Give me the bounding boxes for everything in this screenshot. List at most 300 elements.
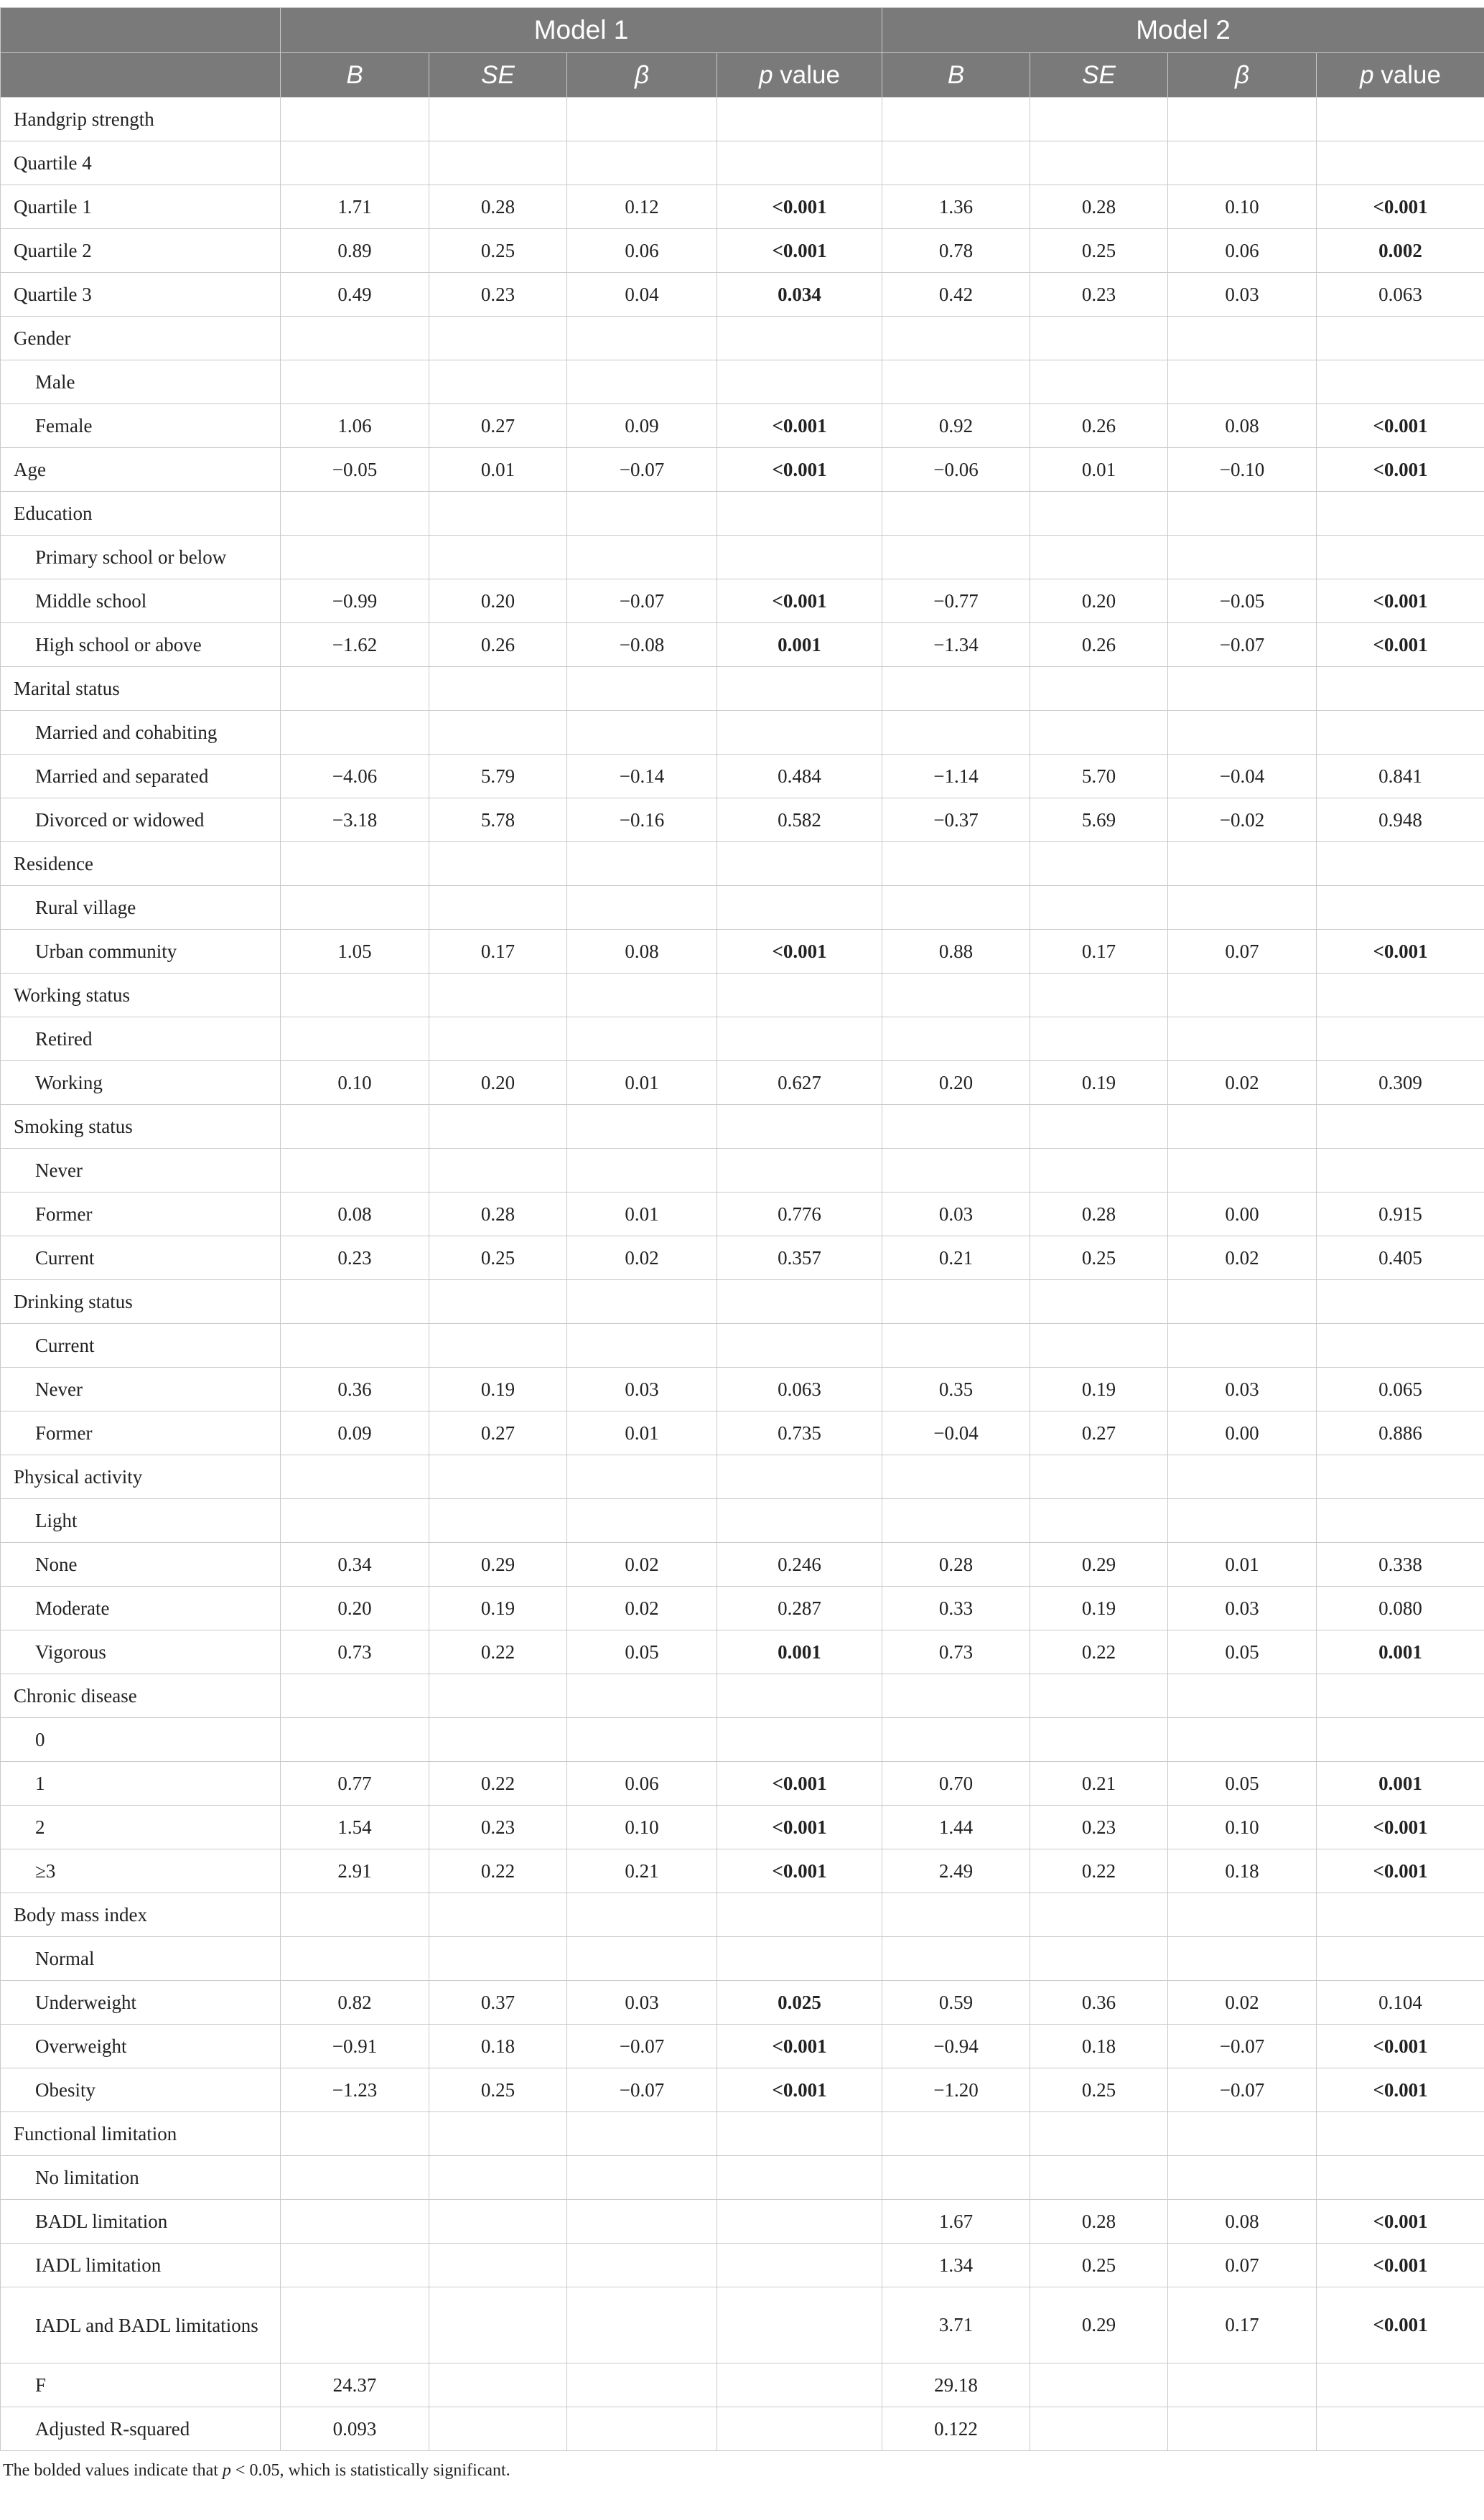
m2-b-cell (882, 1105, 1030, 1149)
m2-beta-cell: 0.01 (1168, 1543, 1317, 1587)
m1-beta-cell: 0.01 (567, 1411, 717, 1455)
m1-se-cell: 0.22 (429, 1849, 567, 1893)
row-label: Male (1, 360, 281, 404)
m1-p-cell (717, 2112, 882, 2156)
m2-se-cell (1030, 886, 1168, 930)
m1-beta-cell (567, 2112, 717, 2156)
row-label: 0 (1, 1718, 281, 1762)
row-label: Chronic disease (1, 1674, 281, 1718)
table-row (1, 842, 1484, 886)
m2-se-cell: 0.25 (1030, 2244, 1168, 2287)
table-row (1, 1368, 1484, 1411)
m1-beta-cell: 0.12 (567, 185, 717, 229)
m1-se-cell (429, 1937, 567, 1981)
m1-p-cell (717, 1105, 882, 1149)
m1-b-cell (281, 1937, 429, 1981)
m1-se-cell (429, 2200, 567, 2244)
header-p-value-word: value (780, 60, 840, 89)
m1-p-cell (717, 974, 882, 1017)
m2-b-cell (882, 1455, 1030, 1499)
m1-beta-cell (567, 2287, 717, 2363)
m2-se-cell: 0.19 (1030, 1061, 1168, 1105)
m1-se-cell: 5.79 (429, 755, 567, 798)
m2-se-cell (1030, 1149, 1168, 1193)
m1-b-cell (281, 317, 429, 360)
m1-beta-cell (567, 1718, 717, 1762)
table-row (1, 798, 1484, 842)
m1-se-cell (429, 711, 567, 755)
m1-b-cell: −3.18 (281, 798, 429, 842)
header-model1: Model 1 (281, 8, 882, 53)
m2-p-cell: <0.001 (1317, 579, 1484, 623)
m2-b-cell: 0.28 (882, 1543, 1030, 1587)
m1-p-cell: <0.001 (717, 448, 882, 492)
m2-p-cell (1317, 1674, 1484, 1718)
m1-beta-cell (567, 141, 717, 185)
m2-se-cell: 5.70 (1030, 755, 1168, 798)
table-header (1, 8, 1484, 98)
m1-beta-cell: −0.07 (567, 448, 717, 492)
m1-beta-cell: 0.02 (567, 1587, 717, 1630)
header-p-value-word: value (1381, 60, 1441, 89)
m2-p-cell: 0.338 (1317, 1543, 1484, 1587)
m2-p-cell (1317, 974, 1484, 1017)
m1-se-cell (429, 2112, 567, 2156)
m2-p-cell: 0.841 (1317, 755, 1484, 798)
m1-se-cell: 0.37 (429, 1981, 567, 2025)
row-label: IADL and BADL limitations (1, 2287, 281, 2363)
m1-se-cell (429, 536, 567, 579)
m2-p-cell: 0.405 (1317, 1236, 1484, 1280)
m1-beta-cell (567, 1937, 717, 1981)
m1-beta-cell (567, 317, 717, 360)
row-label: Age (1, 448, 281, 492)
m1-b-cell (281, 667, 429, 711)
m2-se-cell (1030, 2156, 1168, 2200)
header-m2-p (1317, 53, 1484, 98)
table-row (1, 711, 1484, 755)
m2-beta-cell: 0.08 (1168, 404, 1317, 448)
table-row (1, 2025, 1484, 2068)
m1-p-cell: 0.484 (717, 755, 882, 798)
m1-p-cell (717, 492, 882, 536)
m1-beta-cell (567, 536, 717, 579)
m2-beta-cell (1168, 2112, 1317, 2156)
table-row (1, 1630, 1484, 1674)
table-row (1, 1411, 1484, 1455)
m2-b-cell (882, 842, 1030, 886)
header-p-symbol: p (1360, 60, 1374, 89)
m2-beta-cell (1168, 1149, 1317, 1193)
m2-b-cell (882, 141, 1030, 185)
m1-beta-cell (567, 1280, 717, 1324)
m1-b-cell (281, 1017, 429, 1061)
m1-b-cell (281, 141, 429, 185)
m2-p-cell: 0.063 (1317, 273, 1484, 317)
m1-p-cell (717, 1280, 882, 1324)
m1-b-cell (281, 1149, 429, 1193)
m1-p-cell: 0.025 (717, 1981, 882, 2025)
m1-se-cell: 0.23 (429, 1806, 567, 1849)
m1-p-cell: <0.001 (717, 1762, 882, 1806)
m2-b-cell: −0.37 (882, 798, 1030, 842)
m2-p-cell (1317, 98, 1484, 141)
table-row (1, 404, 1484, 448)
table-row (1, 492, 1484, 536)
m1-se-cell (429, 667, 567, 711)
m2-se-cell: 0.19 (1030, 1587, 1168, 1630)
m2-b-cell: −0.94 (882, 2025, 1030, 2068)
m2-p-cell (1317, 141, 1484, 185)
row-label: Smoking status (1, 1105, 281, 1149)
table-row (1, 1762, 1484, 1806)
m2-beta-cell: 0.00 (1168, 1193, 1317, 1236)
m2-p-cell: 0.309 (1317, 1061, 1484, 1105)
table-row (1, 1674, 1484, 1718)
m2-b-cell (882, 711, 1030, 755)
m2-se-cell: 0.28 (1030, 1193, 1168, 1236)
m1-b-cell: 2.91 (281, 1849, 429, 1893)
m2-beta-cell: 0.00 (1168, 1411, 1317, 1455)
m2-b-cell: 0.21 (882, 1236, 1030, 1280)
m1-b-cell (281, 1674, 429, 1718)
m2-p-cell (1317, 360, 1484, 404)
m1-se-cell (429, 1718, 567, 1762)
m1-se-cell (429, 141, 567, 185)
m2-b-cell: 0.42 (882, 273, 1030, 317)
m1-beta-cell (567, 1893, 717, 1937)
m2-se-cell (1030, 2407, 1168, 2451)
m2-se-cell: 0.27 (1030, 1411, 1168, 1455)
m1-p-cell: 0.287 (717, 1587, 882, 1630)
m1-b-cell: 0.89 (281, 229, 429, 273)
m1-b-cell (281, 974, 429, 1017)
m1-se-cell (429, 886, 567, 930)
m1-beta-cell: 0.02 (567, 1543, 717, 1587)
m1-p-cell (717, 1937, 882, 1981)
m1-se-cell (429, 2156, 567, 2200)
m1-p-cell: 0.357 (717, 1236, 882, 1280)
row-label: Female (1, 404, 281, 448)
m1-b-cell (281, 1324, 429, 1368)
row-label: Marital status (1, 667, 281, 711)
m2-p-cell: <0.001 (1317, 2200, 1484, 2244)
m2-beta-cell: 0.18 (1168, 1849, 1317, 1893)
m2-p-cell (1317, 2112, 1484, 2156)
m2-beta-cell (1168, 1105, 1317, 1149)
row-label: Gender (1, 317, 281, 360)
m1-b-cell (281, 1455, 429, 1499)
m1-beta-cell (567, 1017, 717, 1061)
m2-se-cell: 0.20 (1030, 579, 1168, 623)
m1-beta-cell (567, 1674, 717, 1718)
m1-se-cell (429, 1017, 567, 1061)
m1-beta-cell: 0.03 (567, 1981, 717, 2025)
m2-se-cell (1030, 1280, 1168, 1324)
table-row (1, 1849, 1484, 1893)
m1-beta-cell (567, 711, 717, 755)
m2-beta-cell (1168, 2156, 1317, 2200)
m2-se-cell (1030, 360, 1168, 404)
table-row (1, 1105, 1484, 1149)
m1-se-cell (429, 2407, 567, 2451)
m1-p-cell (717, 317, 882, 360)
row-label: None (1, 1543, 281, 1587)
m2-p-cell: 0.915 (1317, 1193, 1484, 1236)
m2-b-cell (882, 1937, 1030, 1981)
table-row (1, 1499, 1484, 1543)
table-row (1, 755, 1484, 798)
m1-p-cell: <0.001 (717, 2068, 882, 2112)
m1-p-cell: 0.627 (717, 1061, 882, 1105)
m2-beta-cell (1168, 2363, 1317, 2407)
m2-se-cell (1030, 1455, 1168, 1499)
m2-p-cell (1317, 2363, 1484, 2407)
m2-se-cell (1030, 667, 1168, 711)
m1-beta-cell: 0.05 (567, 1630, 717, 1674)
m2-b-cell: 29.18 (882, 2363, 1030, 2407)
m1-beta-cell: 0.03 (567, 1368, 717, 1411)
m1-se-cell: 0.22 (429, 1762, 567, 1806)
m1-p-cell: <0.001 (717, 229, 882, 273)
row-label: Light (1, 1499, 281, 1543)
m2-b-cell: 0.73 (882, 1630, 1030, 1674)
m1-p-cell: <0.001 (717, 2025, 882, 2068)
row-label: No limitation (1, 2156, 281, 2200)
m2-b-cell: 3.71 (882, 2287, 1030, 2363)
row-label: Working status (1, 974, 281, 1017)
m1-p-cell (717, 1499, 882, 1543)
m1-p-cell (717, 1718, 882, 1762)
m2-beta-cell (1168, 1455, 1317, 1499)
m1-p-cell: <0.001 (717, 185, 882, 229)
m2-p-cell: <0.001 (1317, 2287, 1484, 2363)
table-row (1, 536, 1484, 579)
m1-se-cell: 0.22 (429, 1630, 567, 1674)
m2-p-cell (1317, 1499, 1484, 1543)
m2-b-cell (882, 2156, 1030, 2200)
row-label: Quartile 2 (1, 229, 281, 273)
m2-se-cell: 0.26 (1030, 623, 1168, 667)
row-label: BADL limitation (1, 2200, 281, 2244)
m2-beta-cell (1168, 974, 1317, 1017)
m1-se-cell: 0.01 (429, 448, 567, 492)
m2-se-cell: 0.21 (1030, 1762, 1168, 1806)
m2-se-cell: 0.18 (1030, 2025, 1168, 2068)
m2-beta-cell (1168, 711, 1317, 755)
m1-se-cell (429, 2244, 567, 2287)
m2-b-cell: 0.35 (882, 1368, 1030, 1411)
m1-b-cell: 0.49 (281, 273, 429, 317)
m2-beta-cell: 0.03 (1168, 1368, 1317, 1411)
m1-b-cell (281, 1893, 429, 1937)
row-label: Quartile 1 (1, 185, 281, 229)
table-row (1, 273, 1484, 317)
m2-b-cell (882, 1499, 1030, 1543)
m1-p-cell: 0.001 (717, 1630, 882, 1674)
table-row (1, 360, 1484, 404)
footnote-p-symbol: p (222, 2461, 231, 2480)
row-label: ≥3 (1, 1849, 281, 1893)
m2-se-cell: 0.29 (1030, 1543, 1168, 1587)
m1-beta-cell: 0.06 (567, 229, 717, 273)
m2-beta-cell: 0.02 (1168, 1236, 1317, 1280)
m1-se-cell: 0.27 (429, 1411, 567, 1455)
m2-p-cell: <0.001 (1317, 623, 1484, 667)
m2-p-cell (1317, 1280, 1484, 1324)
m2-p-cell: 0.001 (1317, 1630, 1484, 1674)
m2-se-cell: 5.69 (1030, 798, 1168, 842)
header-m1-p (717, 53, 882, 98)
table-row (1, 229, 1484, 273)
m2-beta-cell (1168, 842, 1317, 886)
m1-beta-cell: −0.07 (567, 2025, 717, 2068)
table-row (1, 1236, 1484, 1280)
m2-se-cell (1030, 711, 1168, 755)
m2-b-cell: 0.78 (882, 229, 1030, 273)
m2-b-cell (882, 886, 1030, 930)
header-corner (1, 8, 281, 53)
m1-p-cell (717, 98, 882, 141)
m1-b-cell: −0.91 (281, 2025, 429, 2068)
m2-b-cell: 0.20 (882, 1061, 1030, 1105)
table-row (1, 1587, 1484, 1630)
m2-b-cell (882, 1324, 1030, 1368)
m1-b-cell: 1.05 (281, 930, 429, 974)
table-row (1, 974, 1484, 1017)
m1-b-cell: 0.73 (281, 1630, 429, 1674)
m2-se-cell: 0.36 (1030, 1981, 1168, 2025)
table-row (1, 1017, 1484, 1061)
table-row (1, 2407, 1484, 2451)
m1-b-cell: −0.99 (281, 579, 429, 623)
m1-se-cell: 0.18 (429, 2025, 567, 2068)
m2-p-cell (1317, 492, 1484, 536)
m1-b-cell: 1.54 (281, 1806, 429, 1849)
m1-p-cell (717, 2287, 882, 2363)
header-m2-se: SE (1030, 53, 1168, 98)
m1-beta-cell (567, 2363, 717, 2407)
m1-b-cell: 24.37 (281, 2363, 429, 2407)
row-label: IADL limitation (1, 2244, 281, 2287)
m2-se-cell: 0.26 (1030, 404, 1168, 448)
table-row (1, 1981, 1484, 2025)
row-label: Vigorous (1, 1630, 281, 1674)
m1-se-cell: 0.28 (429, 1193, 567, 1236)
m1-se-cell: 0.28 (429, 185, 567, 229)
m2-p-cell: 0.104 (1317, 1981, 1484, 2025)
row-label: High school or above (1, 623, 281, 667)
m1-p-cell (717, 886, 882, 930)
table-row (1, 2363, 1484, 2407)
m2-p-cell (1317, 1937, 1484, 1981)
m2-se-cell (1030, 1017, 1168, 1061)
m1-beta-cell: 0.06 (567, 1762, 717, 1806)
row-label: Divorced or widowed (1, 798, 281, 842)
m1-se-cell: 0.23 (429, 273, 567, 317)
m2-se-cell (1030, 1937, 1168, 1981)
m2-p-cell: 0.065 (1317, 1368, 1484, 1411)
m2-p-cell: 0.948 (1317, 798, 1484, 842)
m1-p-cell (717, 667, 882, 711)
m2-b-cell: 0.122 (882, 2407, 1030, 2451)
m1-beta-cell (567, 1149, 717, 1193)
m2-b-cell: −0.04 (882, 1411, 1030, 1455)
m1-b-cell (281, 1280, 429, 1324)
table-row (1, 1193, 1484, 1236)
m1-b-cell (281, 360, 429, 404)
m1-b-cell: 0.23 (281, 1236, 429, 1280)
table-row (1, 623, 1484, 667)
m2-b-cell: −1.14 (882, 755, 1030, 798)
m2-se-cell (1030, 1105, 1168, 1149)
row-label: Middle school (1, 579, 281, 623)
row-label: Retired (1, 1017, 281, 1061)
header-label-blank (1, 53, 281, 98)
m1-beta-cell: 0.21 (567, 1849, 717, 1893)
m1-b-cell: 0.36 (281, 1368, 429, 1411)
m2-beta-cell (1168, 1718, 1317, 1762)
m1-b-cell (281, 98, 429, 141)
regression-table-container (0, 7, 1484, 2481)
m1-se-cell: 0.25 (429, 2068, 567, 2112)
m2-b-cell: 0.88 (882, 930, 1030, 974)
table-row (1, 1937, 1484, 1981)
m1-b-cell (281, 536, 429, 579)
m2-beta-cell (1168, 536, 1317, 579)
m1-se-cell: 0.25 (429, 1236, 567, 1280)
m1-b-cell (281, 1718, 429, 1762)
m1-b-cell (281, 2200, 429, 2244)
m1-p-cell: <0.001 (717, 404, 882, 448)
m2-beta-cell: −0.07 (1168, 623, 1317, 667)
m2-p-cell: <0.001 (1317, 185, 1484, 229)
m1-p-cell (717, 360, 882, 404)
m2-b-cell: 1.36 (882, 185, 1030, 229)
row-label: Underweight (1, 1981, 281, 2025)
m2-beta-cell: 0.03 (1168, 273, 1317, 317)
m2-se-cell: 0.23 (1030, 1806, 1168, 1849)
m1-se-cell (429, 360, 567, 404)
table-body (1, 98, 1484, 2451)
m1-p-cell (717, 1455, 882, 1499)
m1-b-cell (281, 492, 429, 536)
m1-b-cell (281, 886, 429, 930)
m2-beta-cell: 0.03 (1168, 1587, 1317, 1630)
m2-b-cell (882, 317, 1030, 360)
m1-beta-cell (567, 360, 717, 404)
row-label: Overweight (1, 2025, 281, 2068)
m2-beta-cell: 0.02 (1168, 1061, 1317, 1105)
m1-b-cell (281, 1499, 429, 1543)
table-row (1, 1543, 1484, 1587)
row-label: Current (1, 1236, 281, 1280)
m1-se-cell: 5.78 (429, 798, 567, 842)
m1-p-cell (717, 1674, 882, 1718)
m1-se-cell (429, 1893, 567, 1937)
m2-p-cell (1317, 536, 1484, 579)
m2-p-cell (1317, 842, 1484, 886)
m1-p-cell (717, 1893, 882, 1937)
row-label: Married and separated (1, 755, 281, 798)
m2-se-cell (1030, 536, 1168, 579)
m1-b-cell (281, 1105, 429, 1149)
table-row (1, 141, 1484, 185)
m2-se-cell: 0.17 (1030, 930, 1168, 974)
row-label: Former (1, 1193, 281, 1236)
m1-se-cell (429, 1280, 567, 1324)
m2-beta-cell (1168, 360, 1317, 404)
